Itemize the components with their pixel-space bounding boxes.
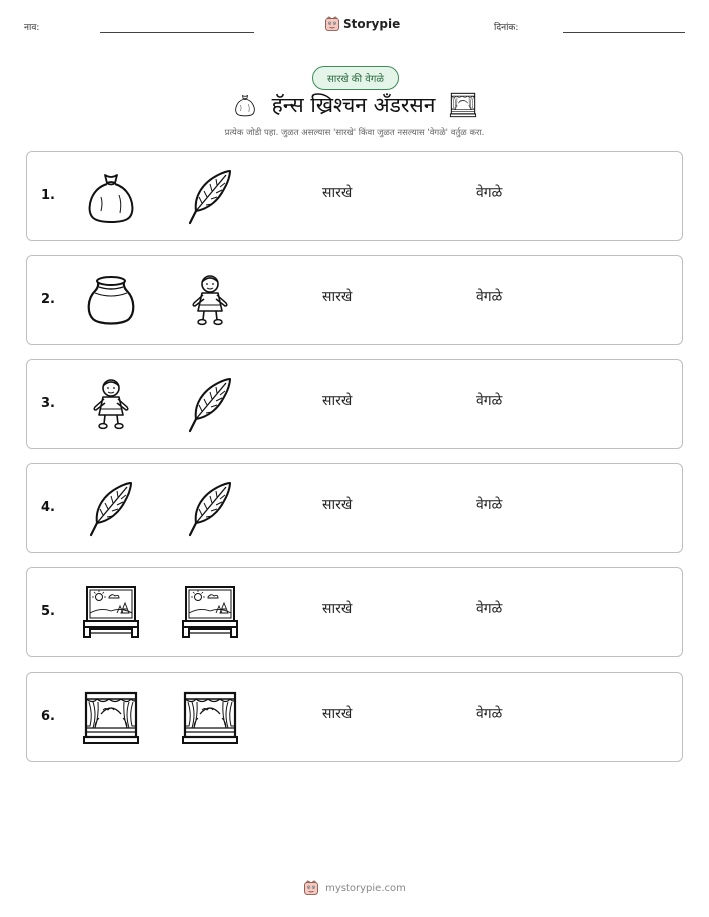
storypie-logo — [324, 16, 400, 32]
rag-doll-icon — [81, 375, 141, 435]
money-bag-icon — [81, 167, 141, 227]
name-line — [100, 32, 254, 33]
option-same[interactable]: सारखे — [322, 185, 353, 201]
worksheet-header — [0, 14, 709, 38]
option-different[interactable]: वेगळे — [476, 706, 503, 722]
question-row — [26, 151, 683, 241]
option-different[interactable]: वेगळे — [476, 497, 503, 513]
quill-feather-icon — [180, 479, 240, 539]
question-number: 1. — [41, 188, 55, 203]
option-different[interactable]: वेगळे — [476, 289, 503, 305]
storypie-mascot-icon — [303, 880, 319, 896]
question-number: 4. — [41, 500, 55, 515]
clay-pot-icon — [81, 271, 141, 331]
option-different[interactable]: वेगळे — [476, 185, 503, 201]
option-same[interactable]: सारखे — [322, 601, 353, 617]
option-same[interactable]: सारखे — [322, 393, 353, 409]
footer — [0, 880, 709, 896]
question-row — [26, 255, 683, 345]
question-row — [26, 463, 683, 553]
quill-feather-icon — [81, 479, 141, 539]
curtain-stage-icon — [449, 91, 477, 119]
option-different[interactable]: वेगळे — [476, 601, 503, 617]
curtain-stage-icon — [81, 688, 141, 748]
rag-doll-icon — [180, 271, 240, 331]
money-bag-icon — [232, 91, 258, 119]
quill-feather-icon — [180, 375, 240, 435]
question-row — [26, 359, 683, 449]
date-line — [563, 32, 685, 33]
footer-url[interactable]: mystorypie.com — [325, 882, 406, 894]
option-different[interactable]: वेगळे — [476, 393, 503, 409]
name-label: नाव: — [24, 23, 40, 33]
curtain-stage-icon — [180, 688, 240, 748]
question-number: 2. — [41, 292, 55, 307]
option-same[interactable]: सारखे — [322, 497, 353, 513]
page-title: हॅन्स ख्रिश्चन अँडरसन — [271, 93, 436, 117]
question-number: 5. — [41, 604, 55, 619]
question-row — [26, 567, 683, 657]
brand-name: Storypie — [343, 17, 401, 31]
instructions: प्रत्येक जोडी पहा. जुळत असल्यास 'सारखे' किंवा जुळत नसल्यास 'वेगळे' वर्तुळ करा. — [224, 128, 485, 138]
option-same[interactable]: सारखे — [322, 289, 353, 305]
question-row — [26, 672, 683, 762]
landscape-bed-icon — [180, 583, 240, 643]
question-number: 3. — [41, 396, 55, 411]
date-label: दिनांक: — [494, 23, 519, 33]
storypie-mascot-icon — [324, 16, 340, 32]
question-number: 6. — [41, 709, 55, 724]
quill-feather-icon — [180, 167, 240, 227]
page-title-row — [0, 88, 709, 122]
landscape-bed-icon — [81, 583, 141, 643]
topic-badge: सारखे की वेगळे — [312, 66, 399, 90]
option-same[interactable]: सारखे — [322, 706, 353, 722]
